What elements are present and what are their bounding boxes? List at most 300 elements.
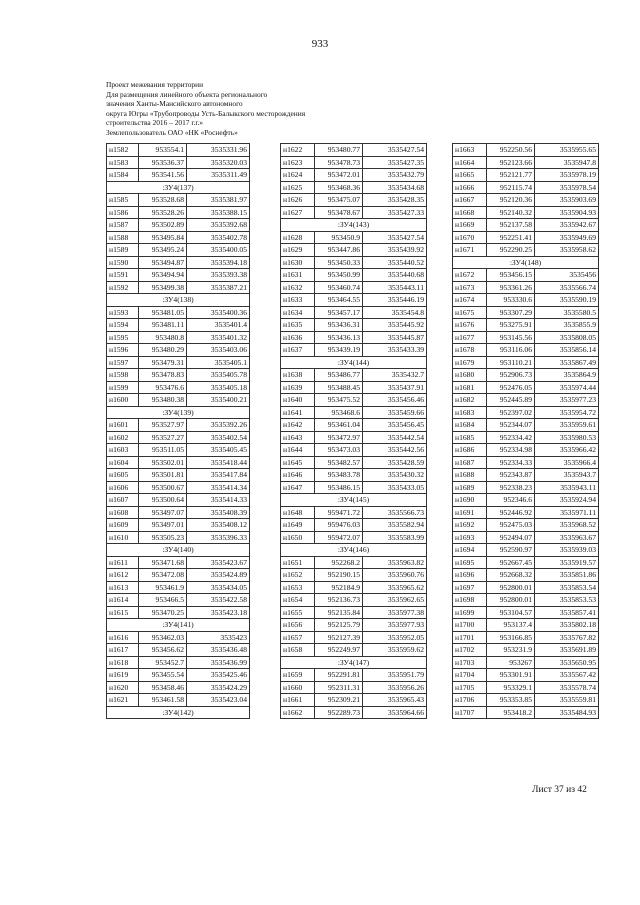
table-row (453, 494, 599, 507)
table-row (453, 694, 599, 707)
x-coordinate-cell: 953478.73 (315, 156, 363, 169)
parcel-group-label: :ЗУ4(145) (281, 494, 427, 507)
y-coordinate-cell: 3535394.18 (187, 256, 250, 269)
x-coordinate-cell: 953528.26 (139, 206, 187, 219)
point-id-cell: н1659 (281, 669, 315, 682)
table-row (107, 344, 250, 357)
table-row (453, 581, 599, 594)
y-coordinate-cell: 3535425.46 (187, 669, 250, 682)
table-row (281, 406, 427, 419)
header-line: округа Югры «Трубопроводы Усть-Балыкского месторождения (106, 108, 306, 118)
y-coordinate-cell: 3535401.32 (187, 331, 250, 344)
x-coordinate-cell: 953231.9 (487, 644, 535, 657)
point-id-cell: н1707 (453, 706, 487, 719)
y-coordinate-cell: 3535971.11 (535, 506, 599, 519)
y-coordinate-cell: 3535402.54 (187, 431, 250, 444)
y-coordinate-cell: 3535423 (187, 631, 250, 644)
table-row (453, 669, 599, 682)
y-coordinate-cell: 3535454.8 (363, 306, 427, 319)
x-coordinate-cell: 952667.45 (487, 556, 535, 569)
y-coordinate-cell: 3535440.68 (363, 269, 427, 282)
y-coordinate-cell: 3535387.21 (187, 281, 250, 294)
x-coordinate-cell: 953501.81 (139, 469, 187, 482)
table-row (281, 631, 427, 644)
table-row (107, 581, 250, 594)
x-coordinate-cell: 952475.03 (487, 519, 535, 532)
x-coordinate-cell: 953476.6 (139, 381, 187, 394)
y-coordinate-cell: 3535583.99 (363, 531, 427, 544)
x-coordinate-cell: 953472.97 (315, 431, 363, 444)
table-row (453, 431, 599, 444)
point-id-cell: н1619 (107, 669, 139, 682)
y-coordinate-cell: 3535400.05 (187, 244, 250, 257)
table-row (107, 144, 250, 157)
y-coordinate-cell: 3535427.33 (363, 206, 427, 219)
point-id-cell: н1633 (281, 294, 315, 307)
point-id-cell: н1657 (281, 631, 315, 644)
table-row (281, 194, 427, 207)
table-row (107, 169, 250, 182)
point-id-cell: н1608 (107, 506, 139, 519)
point-id-cell: н1618 (107, 656, 139, 669)
y-coordinate-cell: 3535446.19 (363, 294, 427, 307)
parcel-group-label: :ЗУ4(140) (107, 544, 250, 557)
x-coordinate-cell: 952184.9 (315, 581, 363, 594)
y-coordinate-cell: 3535428.35 (363, 194, 427, 207)
table-row (107, 331, 250, 344)
table-row (453, 206, 599, 219)
y-coordinate-cell: 3535857.41 (535, 606, 599, 619)
y-coordinate-cell: 3535442.56 (363, 444, 427, 457)
table-row (281, 619, 427, 632)
y-coordinate-cell: 3535405.1 (187, 356, 250, 369)
point-id-cell: н1625 (281, 181, 315, 194)
point-id-cell: н1606 (107, 481, 139, 494)
table-row (453, 444, 599, 457)
table-row (453, 144, 599, 157)
point-id-cell: н1705 (453, 681, 487, 694)
x-coordinate-cell: 953479.31 (139, 356, 187, 369)
y-coordinate-cell: 3535904.93 (535, 206, 599, 219)
point-id-cell: н1690 (453, 494, 487, 507)
table-row (281, 144, 427, 157)
table-row (281, 531, 427, 544)
y-coordinate-cell: 3535965.43 (363, 694, 427, 707)
table-row (281, 244, 427, 257)
point-id-cell: н1614 (107, 594, 139, 607)
point-id-cell: н1699 (453, 606, 487, 619)
x-coordinate-cell: 953436.13 (315, 331, 363, 344)
table-row (107, 319, 250, 332)
point-id-cell: н1643 (281, 431, 315, 444)
x-coordinate-cell: 952140.32 (487, 206, 535, 219)
y-coordinate-cell: 3535427.54 (363, 144, 427, 157)
x-coordinate-cell: 952343.87 (487, 469, 535, 482)
y-coordinate-cell: 3535484.93 (535, 706, 599, 719)
y-coordinate-cell: 3535650.95 (535, 656, 599, 669)
x-coordinate-cell: 953329.1 (487, 681, 535, 694)
point-id-cell: н1636 (281, 331, 315, 344)
parcel-group-label: :ЗУ4(146) (281, 544, 427, 557)
point-id-cell: н1599 (107, 381, 139, 394)
point-id-cell: н1585 (107, 194, 139, 207)
table-row (107, 494, 250, 507)
point-id-cell: н1704 (453, 669, 487, 682)
point-id-cell: н1595 (107, 331, 139, 344)
group-header-row (281, 494, 427, 507)
y-coordinate-cell: 3535963.82 (363, 556, 427, 569)
point-id-cell: н1586 (107, 206, 139, 219)
x-coordinate-cell: 952446.92 (487, 506, 535, 519)
parcel-group-label: :ЗУ4(143) (281, 219, 427, 232)
point-id-cell: н1610 (107, 531, 139, 544)
y-coordinate-cell: 3535954.72 (535, 406, 599, 419)
table-row (281, 644, 427, 657)
point-id-cell: н1656 (281, 619, 315, 632)
table-row (107, 281, 250, 294)
y-coordinate-cell: 3535311.49 (187, 169, 250, 182)
y-coordinate-cell: 3535432.79 (363, 169, 427, 182)
x-coordinate-cell: 953502.89 (139, 219, 187, 232)
point-id-cell: н1623 (281, 156, 315, 169)
table-row (453, 156, 599, 169)
x-coordinate-cell: 952290.25 (487, 244, 535, 257)
table-row (453, 706, 599, 719)
y-coordinate-cell: 3535433.39 (363, 344, 427, 357)
point-id-cell: н1666 (453, 181, 487, 194)
y-coordinate-cell: 3535427.54 (363, 231, 427, 244)
x-coordinate-cell: 952251.41 (487, 231, 535, 244)
y-coordinate-cell: 3535445.92 (363, 319, 427, 332)
table-row (281, 381, 427, 394)
y-coordinate-cell: 3535590.19 (535, 294, 599, 307)
x-coordinate-cell: 953499.38 (139, 281, 187, 294)
x-coordinate-cell: 953475.52 (315, 394, 363, 407)
table-row (281, 469, 427, 482)
y-coordinate-cell: 3535428.59 (363, 456, 427, 469)
y-coordinate-cell: 3535958.62 (535, 244, 599, 257)
y-coordinate-cell: 3535422.58 (187, 594, 250, 607)
page-number: 933 (311, 38, 329, 50)
x-coordinate-cell: 953486.77 (315, 369, 363, 382)
x-coordinate-cell: 953456.15 (487, 269, 535, 282)
table-row (281, 519, 427, 532)
x-coordinate-cell: 953275.91 (487, 319, 535, 332)
table-row (281, 706, 427, 719)
point-id-cell: н1604 (107, 456, 139, 469)
x-coordinate-cell: 953468.36 (315, 181, 363, 194)
table-row (107, 244, 250, 257)
point-id-cell: н1679 (453, 356, 487, 369)
x-coordinate-cell: 952668.32 (487, 569, 535, 582)
point-id-cell: н1587 (107, 219, 139, 232)
table-row (453, 556, 599, 569)
y-coordinate-cell: 3535402.78 (187, 231, 250, 244)
point-id-cell: н1601 (107, 419, 139, 432)
y-coordinate-cell: 3535939.03 (535, 544, 599, 557)
table-row (107, 456, 250, 469)
group-header-row (281, 544, 427, 557)
table-row (453, 356, 599, 369)
table-row (281, 606, 427, 619)
y-coordinate-cell: 3535968.52 (535, 519, 599, 532)
table-row (453, 569, 599, 582)
group-header-row (281, 219, 427, 232)
y-coordinate-cell: 3535400.36 (187, 306, 250, 319)
point-id-cell: н1675 (453, 306, 487, 319)
point-id-cell: н1684 (453, 419, 487, 432)
point-id-cell: н1694 (453, 544, 487, 557)
point-id-cell: н1673 (453, 281, 487, 294)
table-row (453, 481, 599, 494)
y-coordinate-cell: 3535808.05 (535, 331, 599, 344)
point-id-cell: н1685 (453, 431, 487, 444)
x-coordinate-cell: 959476.03 (315, 519, 363, 532)
y-coordinate-cell: 3535980.53 (535, 431, 599, 444)
x-coordinate-cell: 953475.07 (315, 194, 363, 207)
point-id-cell: н1660 (281, 681, 315, 694)
x-coordinate-cell: 953137.4 (487, 619, 535, 632)
point-id-cell: н1693 (453, 531, 487, 544)
y-coordinate-cell: 3535959.61 (535, 419, 599, 432)
x-coordinate-cell: 953481.05 (139, 306, 187, 319)
x-coordinate-cell: 952397.02 (487, 406, 535, 419)
table-row (107, 206, 250, 219)
point-id-cell: н1650 (281, 531, 315, 544)
group-header-row (281, 356, 427, 369)
point-id-cell: н1674 (453, 294, 487, 307)
x-coordinate-cell: 953497.07 (139, 506, 187, 519)
point-id-cell: н1665 (453, 169, 487, 182)
x-coordinate-cell: 953500.64 (139, 494, 187, 507)
point-id-cell: н1583 (107, 156, 139, 169)
x-coordinate-cell: 952311.31 (315, 681, 363, 694)
table-row (281, 569, 427, 582)
point-id-cell: н1621 (107, 694, 139, 707)
table-row (107, 431, 250, 444)
y-coordinate-cell: 3535978.19 (535, 169, 599, 182)
parcel-group-label: :ЗУ4(137) (107, 181, 250, 194)
point-id-cell: н1631 (281, 269, 315, 282)
table-row (453, 606, 599, 619)
table-row (107, 606, 250, 619)
y-coordinate-cell: 3535456.45 (363, 419, 427, 432)
table-row (453, 281, 599, 294)
point-id-cell: н1672 (453, 269, 487, 282)
x-coordinate-cell: 953480.29 (139, 344, 187, 357)
y-coordinate-cell: 3535388.15 (187, 206, 250, 219)
y-coordinate-cell: 3535767.82 (535, 631, 599, 644)
table-row (281, 344, 427, 357)
point-id-cell: н1683 (453, 406, 487, 419)
x-coordinate-cell: 953461.58 (139, 694, 187, 707)
table-row (107, 656, 250, 669)
parcel-group-label: :ЗУ4(138) (107, 294, 250, 307)
table-row (281, 394, 427, 407)
table-row (107, 231, 250, 244)
table-row (107, 219, 250, 232)
x-coordinate-cell: 953511.05 (139, 444, 187, 457)
table-row (281, 581, 427, 594)
y-coordinate-cell: 3535977.23 (535, 394, 599, 407)
point-id-cell: н1700 (453, 619, 487, 632)
x-coordinate-cell: 952115.74 (487, 181, 535, 194)
point-id-cell: н1648 (281, 506, 315, 519)
coordinate-table-1 (106, 143, 250, 719)
table-row (107, 594, 250, 607)
x-coordinate-cell: 959471.72 (315, 506, 363, 519)
point-id-cell: н1688 (453, 469, 487, 482)
x-coordinate-cell: 953494.87 (139, 256, 187, 269)
group-header-row (453, 256, 599, 269)
point-id-cell: н1668 (453, 206, 487, 219)
y-coordinate-cell: 3535423.18 (187, 606, 250, 619)
table-row (453, 244, 599, 257)
x-coordinate-cell: 953456.62 (139, 644, 187, 657)
x-coordinate-cell: 952123.66 (487, 156, 535, 169)
table-row (281, 506, 427, 519)
table-row (453, 544, 599, 557)
x-coordinate-cell: 952137.58 (487, 219, 535, 232)
y-coordinate-cell: 3535924.94 (535, 494, 599, 507)
table-row (453, 306, 599, 319)
x-coordinate-cell: 953452.7 (139, 656, 187, 669)
point-id-cell: н1644 (281, 444, 315, 457)
y-coordinate-cell: 3535436.48 (187, 644, 250, 657)
table-row (281, 156, 427, 169)
point-id-cell: н1669 (453, 219, 487, 232)
x-coordinate-cell: 953116.06 (487, 344, 535, 357)
x-coordinate-cell: 953457.17 (315, 306, 363, 319)
table-row (453, 269, 599, 282)
point-id-cell: н1698 (453, 594, 487, 607)
table-row (281, 669, 427, 682)
point-id-cell: н1611 (107, 556, 139, 569)
point-id-cell: н1677 (453, 331, 487, 344)
x-coordinate-cell: 953480.8 (139, 331, 187, 344)
y-coordinate-cell: 3535942.67 (535, 219, 599, 232)
x-coordinate-cell: 953436.31 (315, 319, 363, 332)
y-coordinate-cell: 3535964.66 (363, 706, 427, 719)
x-coordinate-cell: 952190.15 (315, 569, 363, 582)
point-id-cell: н1695 (453, 556, 487, 569)
parcel-group-label: :ЗУ4(139) (107, 406, 250, 419)
table-row (453, 181, 599, 194)
x-coordinate-cell: 953480.38 (139, 394, 187, 407)
x-coordinate-cell: 953482.57 (315, 456, 363, 469)
x-coordinate-cell: 953464.55 (315, 294, 363, 307)
table-row (453, 331, 599, 344)
y-coordinate-cell: 3535432.7 (363, 369, 427, 382)
point-id-cell: н1678 (453, 344, 487, 357)
point-id-cell: н1620 (107, 681, 139, 694)
coordinate-table-2 (280, 143, 427, 719)
y-coordinate-cell: 3535396.33 (187, 531, 250, 544)
y-coordinate-cell: 3535405.78 (187, 369, 250, 382)
point-id-cell: н1696 (453, 569, 487, 582)
group-header-row (281, 656, 427, 669)
y-coordinate-cell: 3535408.39 (187, 506, 250, 519)
point-id-cell: н1687 (453, 456, 487, 469)
y-coordinate-cell: 3535582.94 (363, 519, 427, 532)
table-row (281, 694, 427, 707)
y-coordinate-cell: 3535919.57 (535, 556, 599, 569)
point-id-cell: н1667 (453, 194, 487, 207)
point-id-cell: н1642 (281, 419, 315, 432)
x-coordinate-cell: 953450.99 (315, 269, 363, 282)
y-coordinate-cell: 3535417.84 (187, 469, 250, 482)
table-row (453, 294, 599, 307)
point-id-cell: н1635 (281, 319, 315, 332)
y-coordinate-cell: 3535430.32 (363, 469, 427, 482)
y-coordinate-cell: 3535567.42 (535, 669, 599, 682)
y-coordinate-cell: 3535393.38 (187, 269, 250, 282)
table-row (453, 594, 599, 607)
table-row (453, 531, 599, 544)
point-id-cell: н1646 (281, 469, 315, 482)
table-row (453, 344, 599, 357)
point-id-cell: н1638 (281, 369, 315, 382)
x-coordinate-cell: 952346.6 (487, 494, 535, 507)
point-id-cell: н1596 (107, 344, 139, 357)
y-coordinate-cell: 3535459.66 (363, 406, 427, 419)
table-row (107, 669, 250, 682)
table-row (453, 519, 599, 532)
y-coordinate-cell: 3535956.26 (363, 681, 427, 694)
point-id-cell: н1670 (453, 231, 487, 244)
y-coordinate-cell: 3535903.69 (535, 194, 599, 207)
point-id-cell: н1588 (107, 231, 139, 244)
table-row (107, 444, 250, 457)
y-coordinate-cell: 3535856.14 (535, 344, 599, 357)
header-line: Проект межевания территории (106, 80, 204, 89)
group-header-row (107, 294, 250, 307)
point-id-cell: н1624 (281, 169, 315, 182)
point-id-cell: н1612 (107, 569, 139, 582)
point-id-cell: н1676 (453, 319, 487, 332)
y-coordinate-cell: 3535424.29 (187, 681, 250, 694)
x-coordinate-cell: 959472.07 (315, 531, 363, 544)
y-coordinate-cell: 3535433.05 (363, 481, 427, 494)
table-row (281, 681, 427, 694)
point-id-cell: н1584 (107, 169, 139, 182)
point-id-cell: н1597 (107, 356, 139, 369)
x-coordinate-cell: 952136.73 (315, 594, 363, 607)
y-coordinate-cell: 3535408.12 (187, 519, 250, 532)
point-id-cell: н1609 (107, 519, 139, 532)
point-id-cell: н1602 (107, 431, 139, 444)
table-row (107, 469, 250, 482)
x-coordinate-cell: 952800.01 (487, 581, 535, 594)
y-coordinate-cell: 3535440.52 (363, 256, 427, 269)
group-header-row (107, 544, 250, 557)
header-line: Землепользователь ОАО «НК «Роснефть» (106, 127, 238, 137)
parcel-group-label: :ЗУ4(142) (107, 706, 250, 719)
x-coordinate-cell: 953301.91 (487, 669, 535, 682)
point-id-cell: н1697 (453, 581, 487, 594)
x-coordinate-cell: 953439.19 (315, 344, 363, 357)
point-id-cell: н1616 (107, 631, 139, 644)
y-coordinate-cell: 3535559.81 (535, 694, 599, 707)
y-coordinate-cell: 3535978.54 (535, 181, 599, 194)
x-coordinate-cell: 953478.83 (139, 369, 187, 382)
x-coordinate-cell: 952120.36 (487, 194, 535, 207)
x-coordinate-cell: 953478.67 (315, 206, 363, 219)
point-id-cell: н1591 (107, 269, 139, 282)
x-coordinate-cell: 953468.6 (315, 406, 363, 419)
y-coordinate-cell: 3535691.89 (535, 644, 599, 657)
table-row (281, 206, 427, 219)
